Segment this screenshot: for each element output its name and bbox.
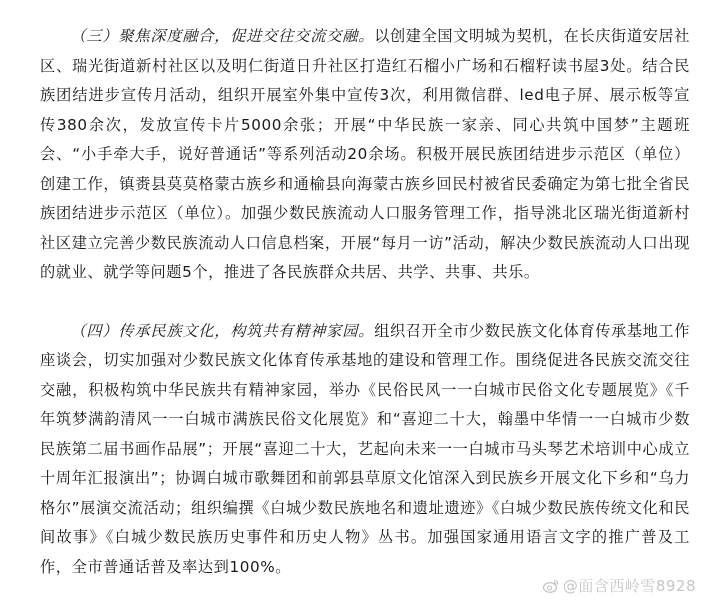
weibo-icon — [543, 579, 559, 593]
section-4-heading: （四）传承民族文化，构筑共有精神家园。 — [70, 321, 375, 340]
paragraph-section-3 — [40, 22, 690, 288]
document-body — [40, 22, 690, 582]
section-4-body: 组织召开全市少数民族文化体育传承基地工作座谈会，切实加强对少数民族文化体育传承基地的建设和管理工作。围绕促进各民族交流交往交融，积极构筑中华民族共有精神家园，举办《民俗民风一一白城市民俗文化专题展览》《千年筑梦满韵清风一一白城市满族民俗文化展览》和“喜迎二十大，翰墨中华情一一白城市少数民族第二届书画作品展”；开展“喜迎二十大，艺起向未来一一白城市马头琴艺术培训中心成立十周年汇报演出”；协调白城市歌舞团和前郭县草原文化馆深入到民族乡开展文化下乡和“乌力格尔”展演交流活动；组织编撰《白城少数民族地名和遗址遗迹》《白城少数民族传统文化和民间故事》《白城少数民族历史事件和历史人物》丛书。加强国家通用语言文字的推广普及工作，全市普通话普及率达到100%。 — [40, 321, 690, 576]
section-3-body: 以创建全国文明城为契机，在长庆街道安居社区、瑞光街道新村社区以及明仁街道日升社区打造红石榴小广场和石榴籽读书屋3处。结合民族团结进步宣传月活动，组织开展室外集中宣传3次，利用微信群、led电子屏、展示板等宣传380余次，发放宣传卡片5000余张；开展“中华民族一家亲、同心共筑中国梦”主题班会、“小手牵大手，说好普通话”等系列活动20余场。积极开展民族团结进步示范区（单位）创建工作，镇赉县莫莫格蒙古族乡和通榆县向海蒙古族乡回民村被省民委确定为第七批全省民族团结进步示范区（单位）。加强少数民族流动人口服务管理工作，指导洮北区瑞光街道新村社区建立完善少数民族流动人口信息档案，开展“每月一访”活动，解决少数民族流动人口出现的就业、就学等问题5个，推进了各民族群众共居、共学、共事、共乐。 — [40, 27, 690, 281]
paragraph-section-4 — [40, 317, 690, 583]
watermark — [543, 575, 696, 596]
section-3-heading: （三）聚焦深度融合，促进交往交流交融。 — [70, 27, 375, 45]
watermark-text: @面含西岭雪8928 — [562, 577, 696, 595]
